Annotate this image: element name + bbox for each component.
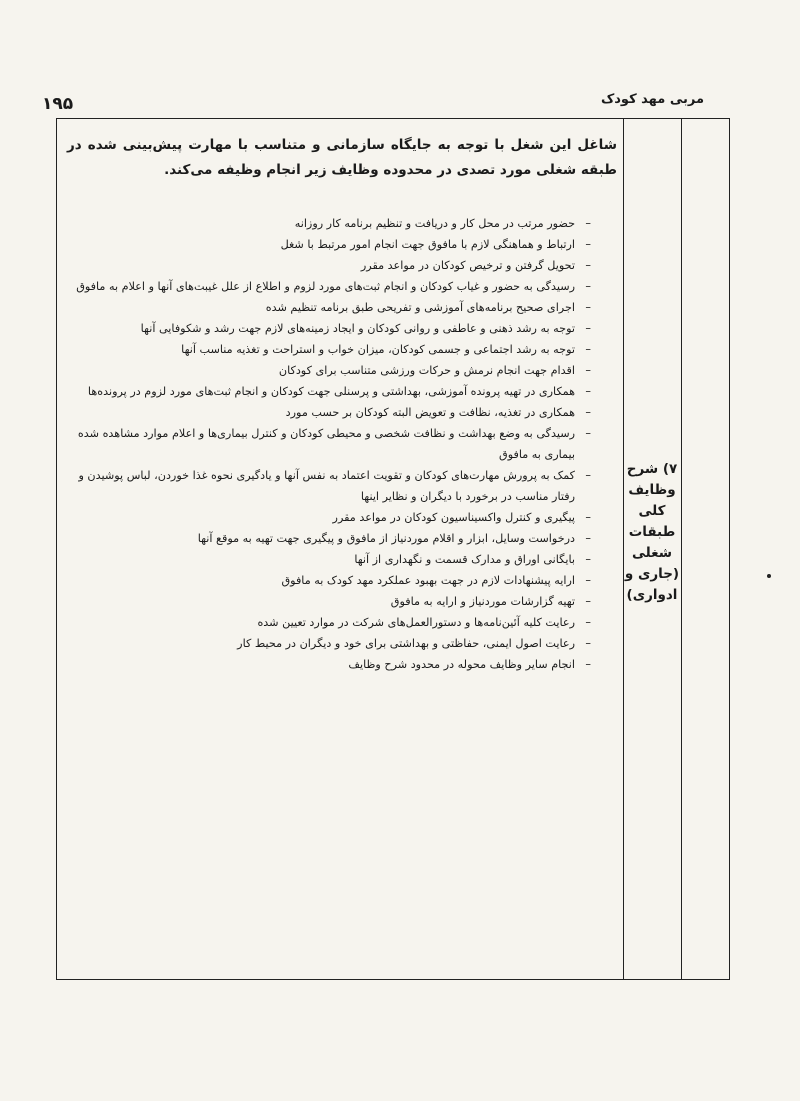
duty-item: – تهیه گزارشات موردنیاز و ارایه به مافوق <box>71 591 591 612</box>
duty-item: – همکاری در تغذیه، نظافت و تعویض البته کودکان بر حسب مورد <box>71 402 591 423</box>
intro-paragraph: شاغل این شغل با توجه به جایگاه سازمانی و متناسب با مهارت پیش‌بینی شده در طبقه شغلی مورد تصدی در محدوده وظایف زیر انجام وظیفه می‌کند. <box>67 137 617 178</box>
duties-table <box>56 118 730 980</box>
column-divider <box>681 119 682 979</box>
duty-item: – انجام سایر وظایف محوله در محدود شرح وظایف <box>71 654 591 675</box>
duty-item: – اقدام جهت انجام نرمش و حرکات ورزشی متناسب برای کودکان <box>71 360 591 381</box>
duty-item: – رسیدگی به وضع بهداشت و نظافت شخصی و محیطی کودکان و کنترل بیماری‌ها و اعلام موارد مشاهده شده بیماری به مافوق <box>71 423 591 465</box>
duty-item: – کمک به پرورش مهارت‌های کودکان و تقویت اعتماد به نفس آنها و یادگیری نحوه غذا خوردن، لباس پوشیدن و رفتار مناسب در برخورد با دیگران و نظایر اینها <box>71 465 591 507</box>
section-label-line: وظایف <box>628 482 676 498</box>
duty-item: – رسیدگی به حضور و غیاب کودکان و انجام ثبت‌های مورد لزوم و اطلاع از علل غیبت‌های آنها و اعلام به مافوق <box>71 276 591 297</box>
duty-item: – پیگیری و کنترل واکسیناسیون کودکان در مواعد مقرر <box>71 507 591 528</box>
section-label-line: کلی <box>638 503 666 519</box>
section-label-line: شغلی <box>631 545 673 561</box>
duty-item: – رعایت اصول ایمنی، حفاظتی و بهداشتی برای خود و دیگران در محیط کار <box>71 633 591 654</box>
duty-item: – تحویل گرفتن و ترخیص کودکان در مواعد مقرر <box>71 255 591 276</box>
section-label-line: ۷) شرح <box>626 461 678 477</box>
margin-dot <box>767 574 771 578</box>
duty-item: – ارتباط و هماهنگی لازم با مافوق جهت انجام امور مرتبط با شغل <box>71 234 591 255</box>
duty-item: – رعایت کلیه آئین‌نامه‌ها و دستورالعمل‌های شرکت در موارد تعیین شده <box>71 612 591 633</box>
duty-item: – ارایه پیشنهادات لازم در جهت بهبود عملکرد مهد کودک به مافوق <box>71 570 591 591</box>
header-title: مربی مهد کودک <box>600 92 704 107</box>
duty-item: – بایگانی اوراق و مدارک قسمت و نگهداری از آنها <box>71 549 591 570</box>
duty-item: – درخواست وسایل، ابزار و اقلام موردنیاز از مافوق و پیگیری جهت تهیه به موقع آنها <box>71 528 591 549</box>
duty-item: – حضور مرتب در محل کار و دریافت و تنظیم برنامه کار روزانه <box>71 213 591 234</box>
section-label-line: ادواری) <box>626 587 678 603</box>
duties-list <box>71 213 591 675</box>
duty-item: – توجه به رشد ذهنی و عاطفی و روانی کودکان و ایجاد زمینه‌های لازم جهت رشد و شکوفایی آنها <box>71 318 591 339</box>
page-number: ۱۹۵ <box>42 94 74 114</box>
duty-item: – توجه به رشد اجتماعی و جسمی کودکان، میزان خواب و استراحت و تغذیه مناسب آنها <box>71 339 591 360</box>
duty-item: – اجرای صحیح برنامه‌های آموزشی و تفریحی طبق برنامه تنظیم شده <box>71 297 591 318</box>
section-label-line: طبقات <box>628 524 676 540</box>
duty-item: – همکاری در تهیه پرونده آموزشی، بهداشتی و پرسنلی جهت کودکان و انجام ثبت‌های مورد لزوم در پرونده‌ها <box>71 381 591 402</box>
section-label <box>623 459 681 606</box>
section-label-line: (جاری و <box>624 566 680 582</box>
